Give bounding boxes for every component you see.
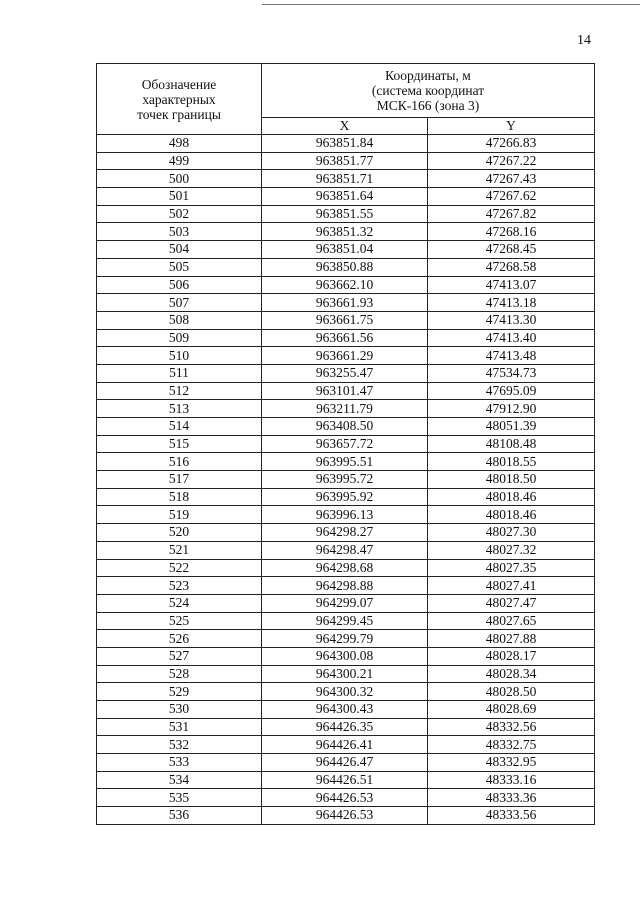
point-number-cell: 517 [97,471,262,489]
point-number-cell: 525 [97,612,262,630]
y-cell: 48018.55 [428,453,595,471]
table-row [97,152,595,170]
coordinates-table [96,63,595,825]
x-cell: 963408.50 [262,418,428,436]
point-number-cell: 501 [97,188,262,206]
table-row [97,718,595,736]
y-cell: 47267.22 [428,152,595,170]
point-number-cell: 518 [97,488,262,506]
point-number-cell: 527 [97,647,262,665]
point-number-cell: 521 [97,541,262,559]
x-cell: 964299.79 [262,630,428,648]
x-cell: 964300.21 [262,665,428,683]
x-cell: 964298.47 [262,541,428,559]
y-cell: 48028.50 [428,683,595,701]
table-row [97,789,595,807]
y-cell: 48333.36 [428,789,595,807]
x-cell: 964300.43 [262,701,428,719]
table-row [97,135,595,153]
y-cell: 47267.82 [428,205,595,223]
table-row [97,311,595,329]
designation-header-line: Обозначение [141,76,217,92]
x-cell: 963101.47 [262,382,428,400]
point-number-cell: 515 [97,435,262,453]
table-row [97,506,595,524]
point-number-cell: 520 [97,524,262,542]
table-row [97,453,595,471]
point-number-cell: 504 [97,241,262,259]
designation-header-line: характерных [142,91,216,107]
x-cell: 964426.53 [262,789,428,807]
point-number-cell: 505 [97,258,262,276]
y-cell: 48027.32 [428,541,595,559]
table-row [97,754,595,772]
x-cell: 963995.92 [262,488,428,506]
x-cell: 964300.32 [262,683,428,701]
y-cell: 47912.90 [428,400,595,418]
x-cell: 963851.04 [262,241,428,259]
point-number-cell: 529 [97,683,262,701]
x-cell: 963662.10 [262,276,428,294]
table-row [97,435,595,453]
point-number-cell: 536 [97,807,262,825]
table-row [97,364,595,382]
table-row [97,241,595,259]
table-row [97,418,595,436]
point-number-cell: 502 [97,205,262,223]
table-row [97,329,595,347]
x-cell: 963851.77 [262,152,428,170]
table-row [97,541,595,559]
point-number-cell: 500 [97,170,262,188]
x-cell: 964298.88 [262,577,428,595]
x-header: X [262,118,428,135]
point-number-cell: 514 [97,418,262,436]
x-cell: 964299.45 [262,612,428,630]
y-cell: 48027.47 [428,594,595,612]
x-cell: 963851.32 [262,223,428,241]
y-cell: 48333.16 [428,771,595,789]
table-row [97,577,595,595]
point-number-cell: 499 [97,152,262,170]
y-cell: 48332.56 [428,718,595,736]
y-cell: 48027.65 [428,612,595,630]
table-row [97,258,595,276]
x-cell: 963851.55 [262,205,428,223]
x-cell: 963661.56 [262,329,428,347]
x-cell: 963995.51 [262,453,428,471]
point-number-cell: 503 [97,223,262,241]
y-header: Y [428,118,595,135]
x-cell: 964426.47 [262,754,428,772]
y-cell: 48018.46 [428,506,595,524]
table-row [97,630,595,648]
y-cell: 48332.95 [428,754,595,772]
point-number-cell: 507 [97,294,262,312]
y-cell: 48027.30 [428,524,595,542]
x-cell: 963851.84 [262,135,428,153]
y-cell: 48028.34 [428,665,595,683]
table-row [97,488,595,506]
x-cell: 964426.53 [262,807,428,825]
point-number-cell: 513 [97,400,262,418]
table-row [97,170,595,188]
x-cell: 963850.88 [262,258,428,276]
table-row [97,347,595,365]
y-cell: 47413.48 [428,347,595,365]
y-cell: 48027.41 [428,577,595,595]
point-number-cell: 519 [97,506,262,524]
y-cell: 47268.16 [428,223,595,241]
x-cell: 963657.72 [262,435,428,453]
table-row [97,188,595,206]
coordinates-header-line: Координаты, м [385,68,471,83]
point-number-cell: 524 [97,594,262,612]
x-cell: 964426.35 [262,718,428,736]
y-cell: 48333.56 [428,807,595,825]
x-cell: 964298.68 [262,559,428,577]
table-row [97,594,595,612]
y-cell: 48027.35 [428,559,595,577]
y-cell: 47413.40 [428,329,595,347]
table-row [97,294,595,312]
x-cell: 963661.75 [262,311,428,329]
y-cell: 47695.09 [428,382,595,400]
point-number-cell: 526 [97,630,262,648]
point-number-cell: 532 [97,736,262,754]
x-cell: 964426.41 [262,736,428,754]
table-row [97,647,595,665]
table-row [97,524,595,542]
coordinates-header-line: МСК-166 (зона 3) [376,98,480,113]
top-rule [262,4,640,5]
page-number: 14 [577,33,591,48]
point-number-cell: 522 [97,559,262,577]
table-row [97,665,595,683]
point-number-cell: 531 [97,718,262,736]
table-row [97,612,595,630]
coordinates-header [262,64,595,118]
point-number-cell: 528 [97,665,262,683]
x-cell: 963255.47 [262,364,428,382]
point-number-cell: 509 [97,329,262,347]
y-cell: 48028.69 [428,701,595,719]
y-cell: 48028.17 [428,647,595,665]
y-cell: 47534.73 [428,364,595,382]
x-cell: 963996.13 [262,506,428,524]
x-cell: 963211.79 [262,400,428,418]
y-cell: 47268.58 [428,258,595,276]
y-cell: 48018.50 [428,471,595,489]
x-cell: 964298.27 [262,524,428,542]
table-row [97,683,595,701]
point-number-cell: 511 [97,364,262,382]
table-row [97,807,595,825]
point-number-cell: 533 [97,754,262,772]
x-cell: 963661.93 [262,294,428,312]
y-cell: 47267.43 [428,170,595,188]
y-cell: 48051.39 [428,418,595,436]
point-number-cell: 512 [97,382,262,400]
point-number-cell: 510 [97,347,262,365]
x-cell: 963851.71 [262,170,428,188]
table-row [97,382,595,400]
table-row [97,559,595,577]
x-cell: 964426.51 [262,771,428,789]
point-number-cell: 506 [97,276,262,294]
x-cell: 963661.29 [262,347,428,365]
point-number-cell: 508 [97,311,262,329]
x-cell: 963995.72 [262,471,428,489]
x-cell: 964299.07 [262,594,428,612]
y-cell: 48018.46 [428,488,595,506]
table-body [97,135,595,825]
table-row [97,701,595,719]
y-cell: 48108.48 [428,435,595,453]
y-cell: 47266.83 [428,135,595,153]
x-cell: 964300.08 [262,647,428,665]
designation-header-line: точек границы [137,106,221,122]
x-cell: 963851.64 [262,188,428,206]
coordinates-header-line: (система координат [371,83,485,98]
point-number-cell: 516 [97,453,262,471]
y-cell: 48332.75 [428,736,595,754]
table-row [97,276,595,294]
table-row [97,205,595,223]
table-row [97,771,595,789]
y-cell: 47413.07 [428,276,595,294]
point-number-cell: 534 [97,771,262,789]
designation-header [97,64,262,135]
table-row [97,223,595,241]
y-cell: 48027.88 [428,630,595,648]
point-number-cell: 535 [97,789,262,807]
y-cell: 47267.62 [428,188,595,206]
y-cell: 47413.18 [428,294,595,312]
point-number-cell: 498 [97,135,262,153]
table-row [97,400,595,418]
table-row [97,471,595,489]
table-row [97,736,595,754]
point-number-cell: 530 [97,701,262,719]
y-cell: 47268.45 [428,241,595,259]
y-cell: 47413.30 [428,311,595,329]
point-number-cell: 523 [97,577,262,595]
